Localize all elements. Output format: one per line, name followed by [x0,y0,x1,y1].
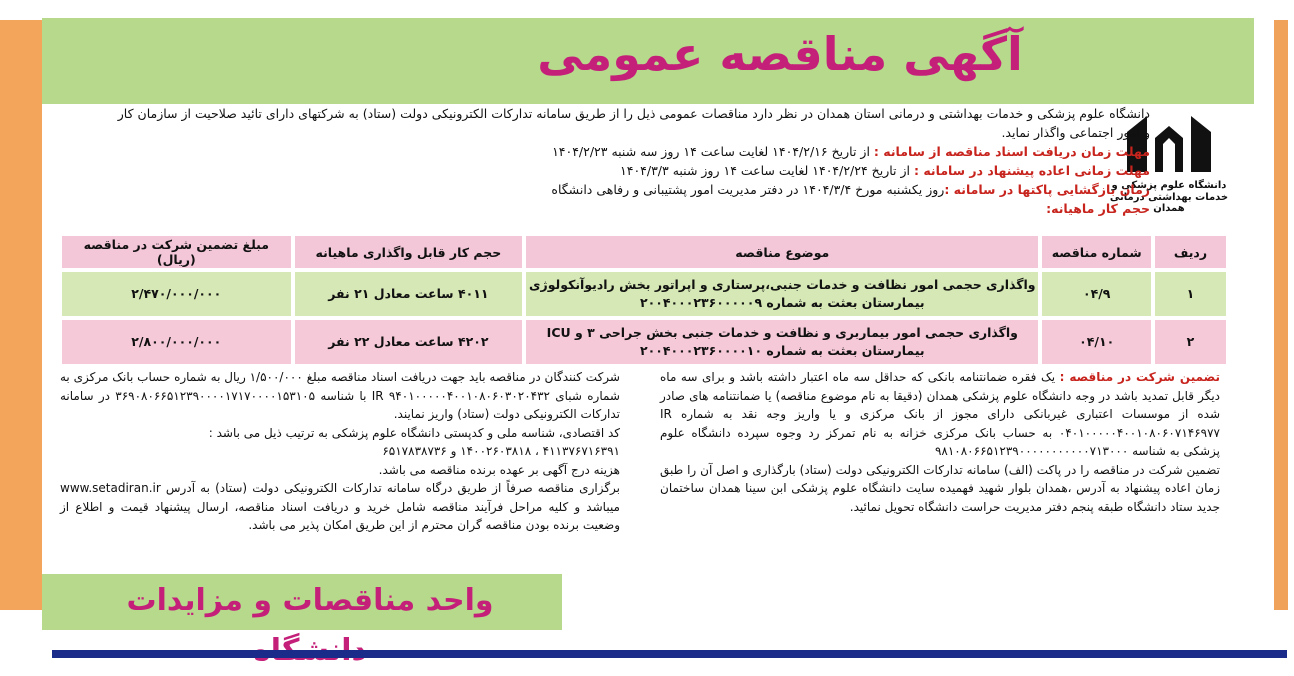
intro-section [110,104,1150,218]
right-orange-border [1274,20,1288,610]
header-guarantee-amount: مبلغ تضمین شرکت در مناقصه (ریال) [62,236,291,268]
doc-deadline [110,142,1150,161]
portal-text: برگزاری مناقصه صرفاً از طریق درگاه سامانه تدارکات الکترونیکی دولت (ستاد) به آدرس www.setadiran.ir میباشد و کلیه مراحل فرآیند مناقصه شامل خرید و دریافت اسناد مناقصه، ارسال پیشنهاد قیمت و اطلاع از وضعیت برنده بودن مناقصه گران محترم از این طریق امکان پذیر می باشد. [60,481,620,532]
tender-number: ۰۴/۹ [1042,272,1150,316]
tender-subject-line2: بیمارستان بعثت به شماره ۲۰۰۴۰۰۰۲۳۶۰۰۰۰۱۰ [640,343,925,358]
submit-deadline-label: مهلت زمانی اعاده پیشنهاد در سامانه : [914,163,1150,178]
tender-subject-line1: واگذاری حجمی امور بیماربری و نظافت و خدمات جنبی بخش جراحی ۳ و ICU [546,325,1018,340]
tender-volume: ۴۲۰۲ ساعت معادل ۲۲ نفر [295,320,523,364]
bottom-blue-rule [52,650,1287,658]
tender-subject-line2: بیمارستان بعثت به شماره ۲۰۰۴۰۰۰۲۳۶۰۰۰۰۰۹ [640,295,925,310]
left-orange-border [0,20,42,610]
table-row [62,272,1226,316]
fees-text: شرکت کنندگان در مناقصه باید جهت دریافت اسناد مناقصه مبلغ ۱/۵۰۰/۰۰۰ ریال به شماره حساب بانک مرکزی به شماره شبای IR ۹۴۰۱۰۰۰۰۰۴۰۰۱۰۸۰۶۰۳۰۲۰۴۳۲ با شناسه ۳۶۹۰۸۰۶۶۵۱۲۳۹۰۰۰۰۱۷۱۷۰۰۰۰۱۵۳۱۰۵ در سامانه تدارکات الکترونیکی دولت (ستاد) واریز نمایند. [60,370,620,421]
tender-subject [526,320,1038,364]
tender-subject-line1: واگذاری حجمی امور نظافت و خدمات جنبی،پرستاری و اپراتور بخش رادیوآنکولوژی [529,277,1036,292]
footer-title: واحد مناقصات و مزایدات [126,583,494,618]
fees-section [60,368,620,535]
tender-volume: ۴۰۱۱ ساعت معادل ۲۱ نفر [295,272,523,316]
opening-time-label: زمان بازگشایی پاکتها در سامانه : [944,182,1150,197]
row-number: ۱ [1155,272,1226,316]
tender-subject [526,272,1038,316]
guarantee-paragraph [660,368,1220,461]
ids-label: کد اقتصادی، شناسه ملی و کدپستی دانشگاه علوم پزشکی به ترتیب ذیل می باشد : [208,425,620,440]
table-row [62,320,1226,364]
tender-amount: ۲/۸۰۰/۰۰۰/۰۰۰ [62,320,291,364]
header-tender-number: شماره مناقصه [1042,236,1150,268]
logo-text-line1: دانشگاه علوم پزشکی و [1111,180,1227,191]
submit-deadline [110,161,1150,180]
row-number: ۲ [1155,320,1226,364]
tender-table [58,232,1230,368]
table-header-row [62,236,1226,268]
guarantee-text: یک فقره ضمانتنامه بانکی که حداقل سه ماه اعتبار داشته باشد و برای سه ماه دیگر قابل تمدید باشد در وجه دانشگاه علوم پزشکی همدان (دقیقا به نام موضوع مناقصه) یا ضمانتنامه های صادر شده از موسسات اعتباری غیربانکی دارای مجوز از بانک مرکزی و یا واریز وجه نقد به شماره IR ۰۴۰۱۰۰۰۰۰۴۰۰۱۰۸۰۶۰۷۱۴۶۹۷۷ به حساب بانک مرکزی خزانه به نام تمرکز رد وجوه سپرده دانشگاه علوم پزشکی به شناسه ۹۸۱۰۸۰۶۶۵۱۲۳۹۰۰۰۰۰۰۰۰۰۰۰۷۱۳۰۰۰ [660,370,1220,458]
header-volume: حجم کار قابل واگذاری ماهیانه [295,236,523,268]
guarantee-section [660,368,1220,516]
monthly-volume [110,199,1150,218]
header-subject: موضوع مناقصه [526,236,1038,268]
monthly-volume-label: حجم کار ماهیانه: [1046,201,1150,216]
ad-cost: هزینه درج آگهی بر عهده برنده مناقصه می باشد. [378,462,620,477]
intro-text: دانشگاه علوم پزشکی و خدمات بهداشتی و درمانی استان همدان در نظر دارد مناقصات عمومی ذیل را از طریق سامانه تدارکات الکترونیکی دولت (ستاد) به شرکتهای دارای تائید صلاحیت از سازمان کار و امور اجتماعی واگذار نماید. [117,106,1150,140]
tender-number: ۰۴/۱۰ [1042,320,1150,364]
doc-deadline-value: از تاریخ ۱۴۰۴/۲/۱۶ لغایت ساعت ۱۴ روز سه شنبه ۱۴۰۴/۲/۲۳ [552,144,870,159]
ids-value: ۴۱۱۳۷۶۷۱۶۳۹۱ ، ۱۴۰۰۲۶۰۳۸۱۸ و ۶۵۱۷۸۳۸۷۳۶ [382,444,620,458]
tender-amount: ۲/۴۷۰/۰۰۰/۰۰۰ [62,272,291,316]
guarantee-label: تضمین شرکت در مناقصه : [1059,370,1220,384]
header-row-number: ردیف [1155,236,1226,268]
doc-deadline-label: مهلت زمان دریافت اسناد مناقصه از سامانه : [873,144,1150,159]
submit-deadline-value: از تاریخ ۱۴۰۴/۲/۲۴ لغایت ساعت ۱۴ روز شنبه ۱۴۰۴/۳/۳ [620,163,911,178]
guarantee-text2: تضمین شرکت در مناقصه را در پاکت (الف) سامانه تدارکات الکترونیکی دولت (ستاد) بارگذاری و اصل آن را طبق زمان اعاده پیشنهاد به آدرس ،همدان بلوار شهید فهمیده سایت دانشگاه علوم پزشکی ابن سینا همدان ساختمان جدید ستاد دانشگاه طبقه پنجم دفتر مدیریت حراست دانشگاه تحویل نمائید. [660,462,1220,514]
logo-text-line2: خدمات بهداشتی درمانی همدان [1109,192,1229,214]
opening-time-value: روز یکشنبه مورخ ۱۴۰۴/۳/۴ در دفتر مدیریت امور پشتیبانی و رفاهی دانشگاه [551,182,945,197]
opening-time [110,180,1150,199]
page-title: آگهی مناقصه عمومی [537,27,1023,81]
